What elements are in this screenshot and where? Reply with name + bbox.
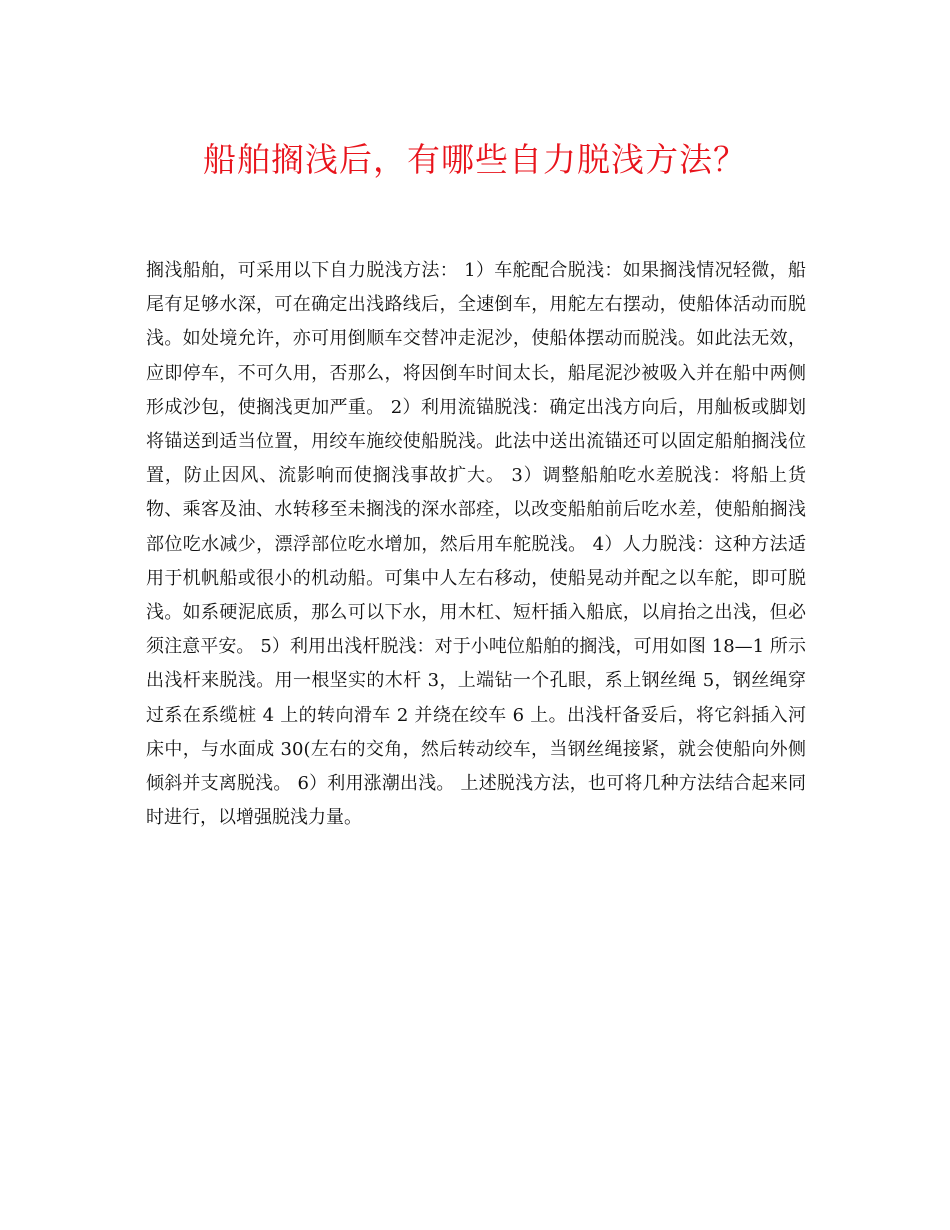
document-title: 船舶搁浅后，有哪些自力脱浅方法？ xyxy=(203,140,747,179)
document-body-paragraph: 搁浅船舶，可采用以下自力脱浅方法： 1）车舵配合脱浅：如果搁浅情况轻微，船尾有足够水深，可在确定出浅路线后，全速倒车，用舵左右摆动，使船体活动而脱浅。如处境允许，亦可用倒顺车交替冲走泥沙，使船体摆动而脱浅。如此法无效，应即停车，不可久用，否那么，将因倒车时间太长，船尾泥沙被吸入并在船中两侧形成沙包，使搁浅更加严重。 2）利用流锚脱浅：确定出浅方向后，用舢板或脚划将锚送到适当位置，用绞车施绞使船脱浅。此法中送出流锚还可以固定船舶搁浅位置，防止因风、流影响而使搁浅事故扩大。 3）调整船舶吃水差脱浅：将船上货物、乘客及油、水转移至未搁浅的深水部痊，以改变船舶前后吃水差，使船舶搁浅部位吃水减少，漂浮部位吃水增加，然后用车舵脱浅。 4）人力脱浅：这种方法适用于机帆船或很小的机动船。可集中人左右移动，使船晃动并配之以车舵，即可脱浅。如系硬泥底质，那么可以下水，用木杠、短杆插入船底，以肩抬之出浅，但必须注意平安。 5）利用出浅杆脱浅：对于小吨位船舶的搁浅，可用如图 18—1 所示出浅杆来脱浅。用一根坚实的木杆 3，上端钻一个孔眼，系上钢丝绳 5，钢丝绳穿过系在系缆桩 4 上的转向滑车 2 并绕在绞车 6 上。出浅杆备妥后，将它斜插入河床中，与水面成 30(左右的交角，然后转动绞车，当钢丝绳接紧，就会使船向外侧倾斜并支离脱浅。 6）利用涨潮出浅。 上述脱浅方法，也可将几种方法结合起来同时进行，以增强脱浅力量。 xyxy=(146,260,806,829)
